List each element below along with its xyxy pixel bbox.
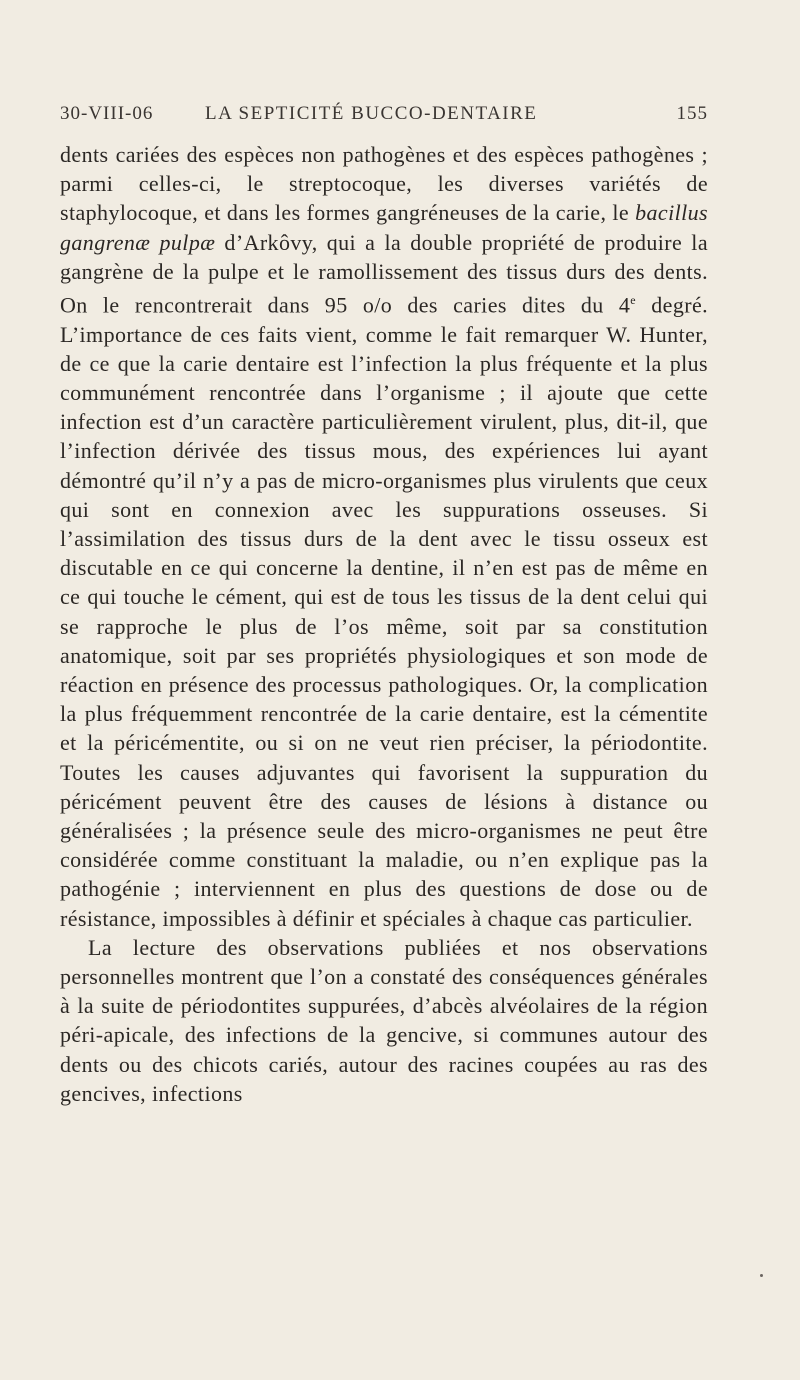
body-text	[60, 140, 708, 1108]
paragraph-1-text-b: d’Arkôvy, qui a la double propriété de produire la gangrène de la pulpe et le ramollissement des tissus durs des dents. On le rencontrerait dans 95 o/o des caries dites du 4	[60, 229, 708, 318]
species-name-italic: bacillus gangrenæ pulpæ	[60, 200, 708, 255]
page-number: 155	[676, 103, 708, 124]
header-date: 30-VIII-06	[60, 103, 154, 124]
paragraph-2: La lecture des observations publiées et nos observations personnelles montrent que l’on a constaté des conséquences générales à la suite de périodontites suppurées, d’abcès alvéolaires de la région péri-apicale, des infections de la gencive, si communes autour des dents ou des chicots cariés, autour des racines coupées au ras des gencives, infections	[60, 934, 708, 1106]
paper-speck	[760, 1274, 763, 1277]
degree-superscript: e	[630, 293, 637, 308]
header-title: LA SEPTICITÉ BUCCO-DENTAIRE	[205, 103, 538, 124]
paragraph-1-text-c: degré. L’importance de ces faits vient, comme le fait remarquer W. Hunter, de ce que la carie dentaire est l’infection la plus fréquente et la plus communément rencontrée dans l’organisme ; il ajoute que cette infection est d’un caractère particulièrement virulent, plus, dit-il, que l’infection dérivée des tissus mous, des expériences lui ayant démontré qu’il n’y a pas de micro-organismes plus virulents que ceux qui sont en connexion avec les suppurations osseuses. Si l’assimilation des tissus durs de la dent avec le tissu osseux est discutable en ce qui concerne la dentine, il n’en est pas de même en ce qui touche le cément, qui est de tous les tissus de la dent celui qui se rapproche le plus de l’os même, soit par sa constitution anatomique, soit par ses propriétés physiologiques et son mode de réaction en présence des processus pathologiques. Or, la complication la plus fréquemment rencontrée de la carie dentaire, est la cémentite et la péricémentite, ou si on ne veut rien préciser, la périodontite. Toutes les causes adjuvantes qui favorisent la suppuration du péricément peuvent être des causes de lésions à distance ou généralisées ; la présence seule des micro-organismes ne peut être considérée comme constituant la maladie, ou n’en explique pas la pathogénie ; interviennent en plus des questions de dose ou de résistance, impossibles à définir et spéciales à chaque cas particulier.	[60, 292, 709, 931]
paragraph-1-text-a: dents cariées des espèces non pathogènes et des espèces pathogènes ; parmi celles-ci, le streptocoque, les diverses variétés de staphylocoque, et dans les formes gangréneuses de la carie, le	[60, 142, 708, 226]
paragraph-1	[60, 140, 708, 933]
